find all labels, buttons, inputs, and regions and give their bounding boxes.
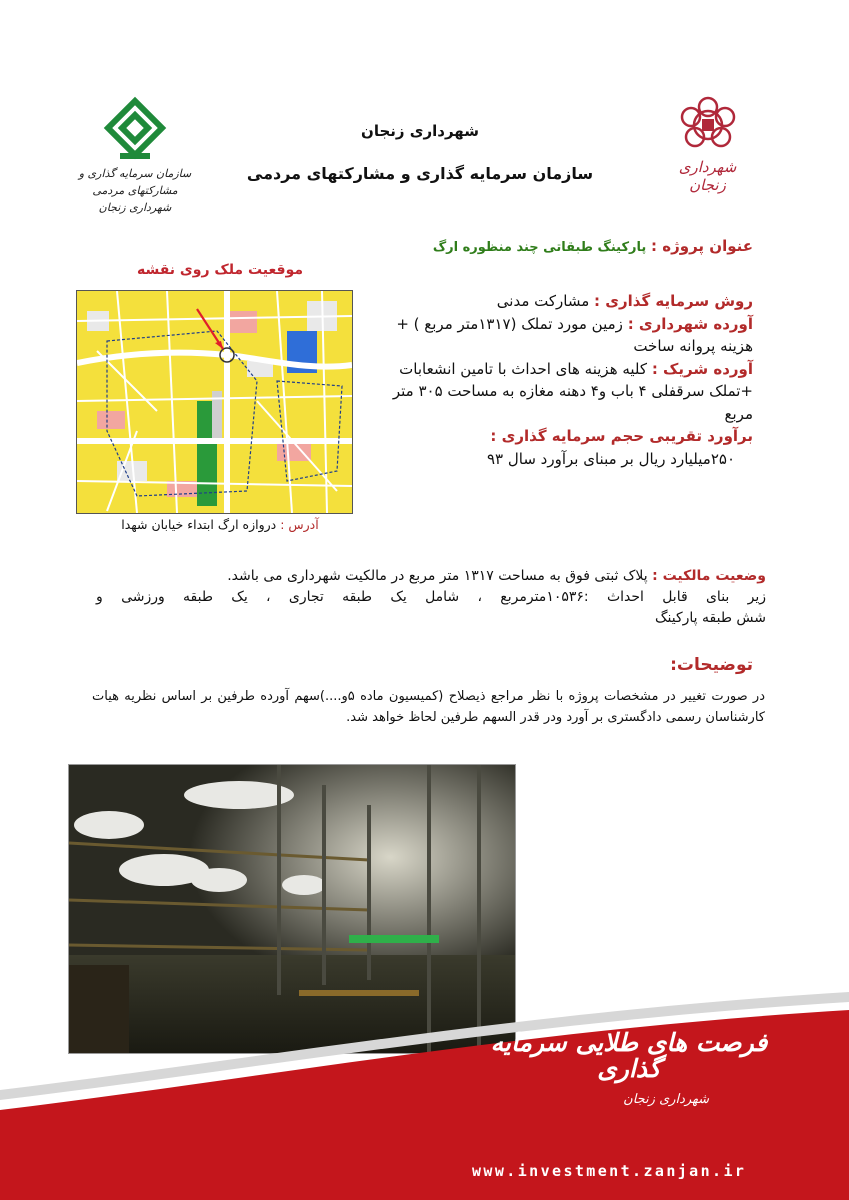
- municipality-share-label: آورده شهرداری :: [627, 314, 753, 333]
- ownership-line1: [96, 566, 766, 587]
- map-caption: موقعیت ملک روی نقشه: [136, 262, 304, 278]
- zanjan-municipality-emblem-icon: [668, 95, 748, 157]
- footer-slogan-sub: شهرداری زنجان: [623, 1092, 709, 1107]
- partner-share-value: کلیه هزینه های احداث با تامین انشعابات +تملک سرقفلی ۴ باب و۴ دهنه مغازه به مساحت ۳۰۵ متر مربع: [392, 359, 753, 423]
- partner-share-label: آورده شریک :: [651, 359, 753, 378]
- ownership-line1-text: پلاک ثبتی فوق به مساحت ۱۳۱۷ متر مربع در مالکیت شهرداری می باشد.: [227, 568, 648, 584]
- address-value: دروازه ارگ ابتداء خیابان شهدا: [121, 517, 277, 532]
- project-title-value: پارکینگ طبقاتی چند منظوره ارگ: [432, 240, 647, 255]
- investment-info: [373, 290, 753, 470]
- map-drawing: [77, 291, 352, 513]
- investment-method: [373, 290, 753, 313]
- address-row: [70, 517, 370, 532]
- right-logo-caption: شهرداری زنجان: [678, 158, 737, 194]
- investment-method-label: روش سرمایه گذاری :: [594, 292, 753, 310]
- partner-share: [373, 358, 753, 426]
- project-title-label: عنوان پروژه :: [651, 237, 753, 255]
- header-title: شهرداری زنجان: [361, 122, 479, 140]
- investment-estimate-label: [373, 425, 753, 448]
- ownership-label: وضعیت مالکیت :: [652, 568, 766, 584]
- header-subtitle: سازمان سرمایه گذاری و مشارکتهای مردمی: [246, 164, 594, 183]
- location-map: [76, 290, 353, 514]
- municipality-share: [373, 313, 753, 358]
- footer-url[interactable]: www.investment.zanjan.ir: [472, 1162, 747, 1180]
- left-org-caption: [60, 165, 210, 216]
- investment-method-value: مشارکت مدنی: [496, 292, 590, 310]
- ownership-line3: شش طبقه پارکینگ: [654, 610, 766, 626]
- municipality-share-value: زمین مورد تملک (۱۳۱۷متر مربع ) + هزینه پروانه ساخت: [396, 314, 753, 355]
- left-org-line1: سازمان سرمایه گذاری و مشارکتهای مردمی: [78, 167, 192, 197]
- estimate-label-text: برآورد تقریبی حجم سرمایه گذاری :: [490, 427, 753, 445]
- ownership-section: [96, 566, 766, 629]
- investment-organization-logo-icon: [100, 95, 170, 165]
- notes-text: در صورت تغییر در مشخصات پروژه با نظر مراجع ذیصلاح (کمیسیون ماده ۵و....)سهم آورده طرفین بر اساس نظریه هیات کارشناسان رسمی دادگستری بر آورد ودر قدر السهم طرفین لحاظ خواهد شد.: [92, 689, 765, 725]
- address-label: آدرس :: [280, 517, 319, 532]
- left-org-line2: شهرداری زنجان: [98, 201, 172, 214]
- ownership-line2: زیر بنای قابل احداث :۱۰۵۳۶مترمربع ، شامل یک طبقه تجاری ، یک طبقه ورزشی و: [96, 589, 766, 605]
- investment-estimate-value: ۲۵۰میلیارد ریال بر مبنای برآورد سال ۹۳: [486, 449, 735, 468]
- notes-heading: توضیحات:: [670, 655, 753, 675]
- footer-slogan: فرصت های طلایی سرمایه گذاری: [490, 1028, 768, 1083]
- project-title-row: [433, 237, 753, 255]
